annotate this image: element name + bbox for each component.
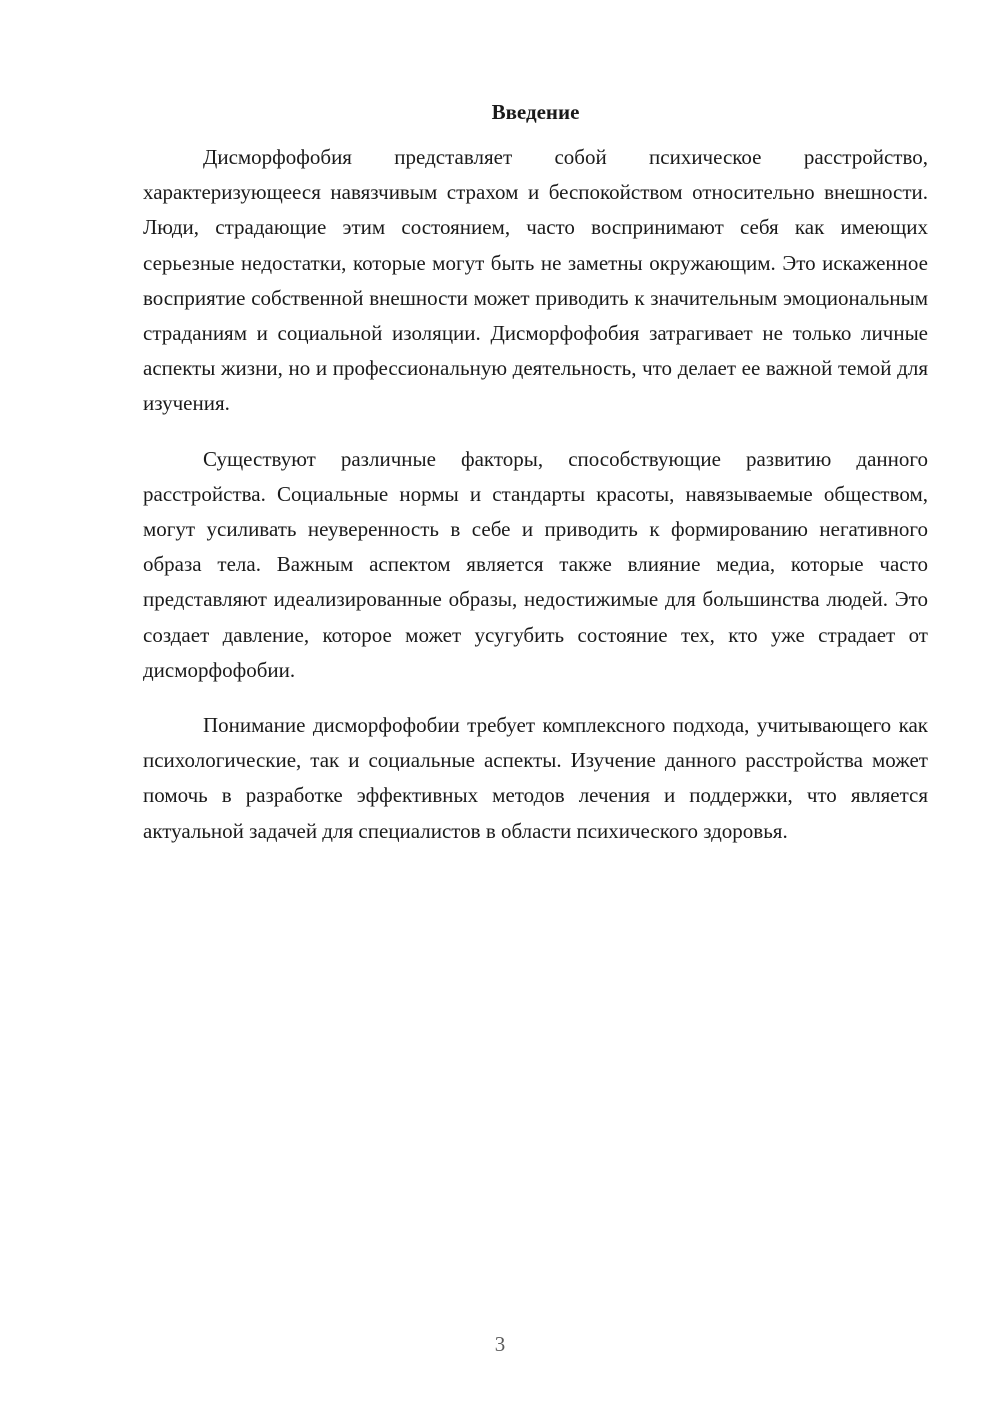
page-content [143,96,928,869]
paragraph-intro: Дисморфофобия представляет собой психическое расстройство, характеризующееся навязчивым страхом и беспокойством относительно внешности. Люди, страдающие этим состоянием, часто воспринимают себя как имеющих серьезные недостатки, которые могут быть не заметны окружающим. Это искаженное восприятие собственной внешности может приводить к значительным эмоциональным страданиям и социальной изоляции. Дисморфофобия затрагивает не только личные аспекты жизни, но и профессиональную деятельность, что делает ее важной темой для изучения. [143,145,928,416]
paragraph-factors: Существуют различные факторы, способствующие развитию данного расстройства. Социальные нормы и стандарты красоты, навязываемые обществом, могут усиливать неуверенность в себе и приводить к формированию негативного образа тела. Важным аспектом является также влияние медиа, которые часто представляют идеализированные образы, недостижимые для большинства людей. Это создает давление, которое может усугубить состояние тех, кто уже страдает от дисморфофобии. [143,446,928,682]
page-number: 3 [494,1332,506,1356]
section-title: Введение [491,100,580,124]
paragraph-conclusion: Понимание дисморфофобии требует комплексного подхода, учитывающего как психологические, так и социальные аспекты. Изучение данного расстройства может помочь в разработке эффективных методов лечения и поддержки, что является актуальной задачей для специалистов в области психического здоровья. [143,713,928,843]
